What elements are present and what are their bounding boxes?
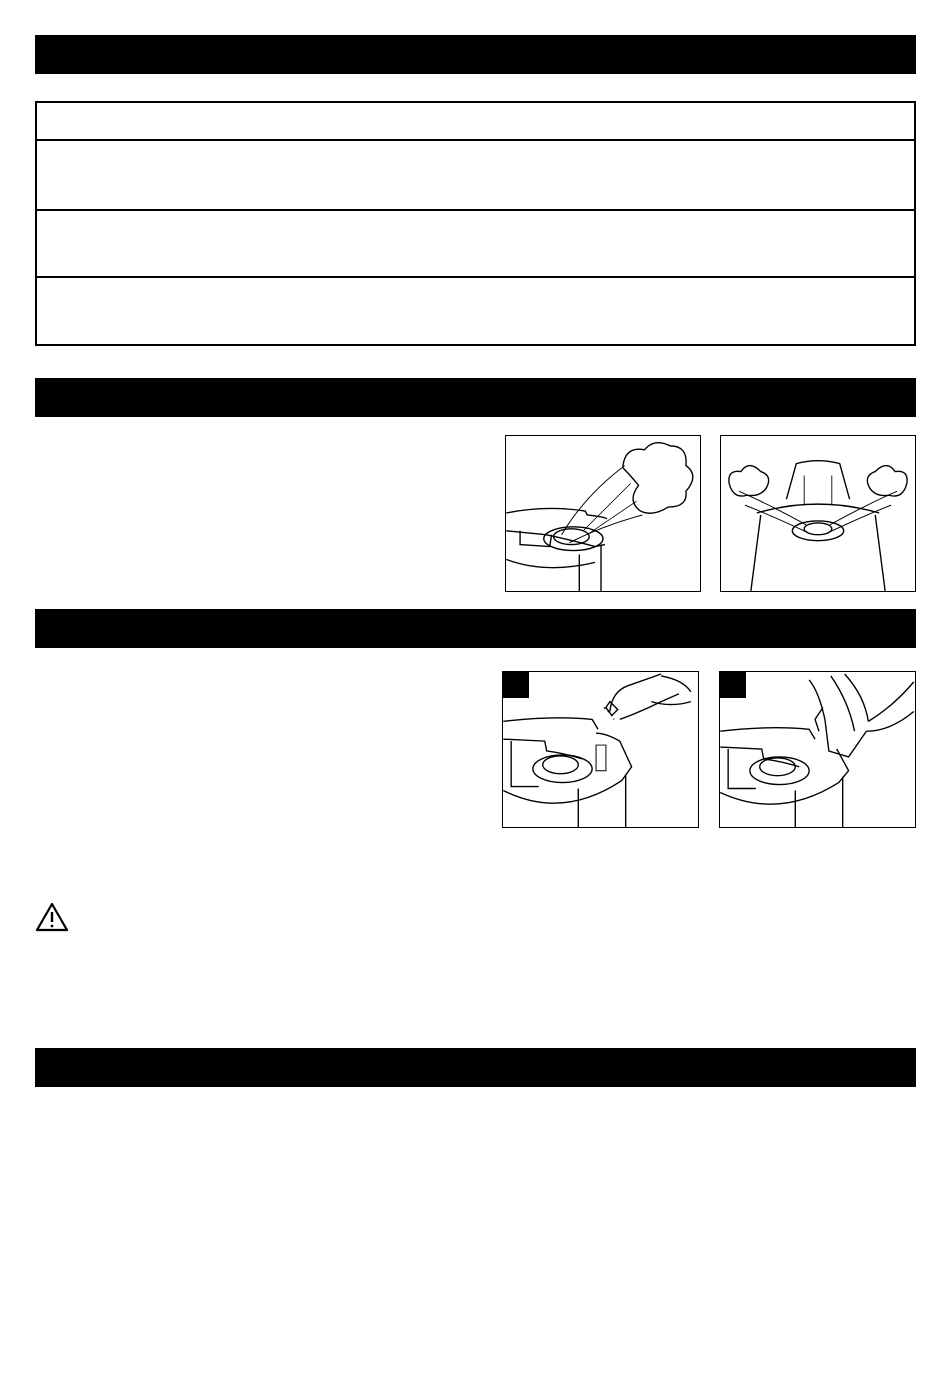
table-row xyxy=(37,276,914,344)
section-header-4 xyxy=(35,1048,916,1087)
section-header-3 xyxy=(35,609,916,648)
table-row xyxy=(37,139,914,211)
oil-drop-illustration xyxy=(502,671,699,828)
warning-triangle-icon xyxy=(35,902,69,932)
dual-steam-illustration xyxy=(720,435,916,592)
section-header-1 xyxy=(35,35,916,74)
table-row xyxy=(37,209,914,278)
step-2-badge xyxy=(720,672,746,698)
wipe-cloth-illustration xyxy=(719,671,916,828)
table-row xyxy=(37,103,914,141)
step-1-badge xyxy=(503,672,529,698)
section-header-2 xyxy=(35,378,916,417)
info-table xyxy=(35,101,916,346)
steam-nozzle-illustration xyxy=(505,435,701,592)
